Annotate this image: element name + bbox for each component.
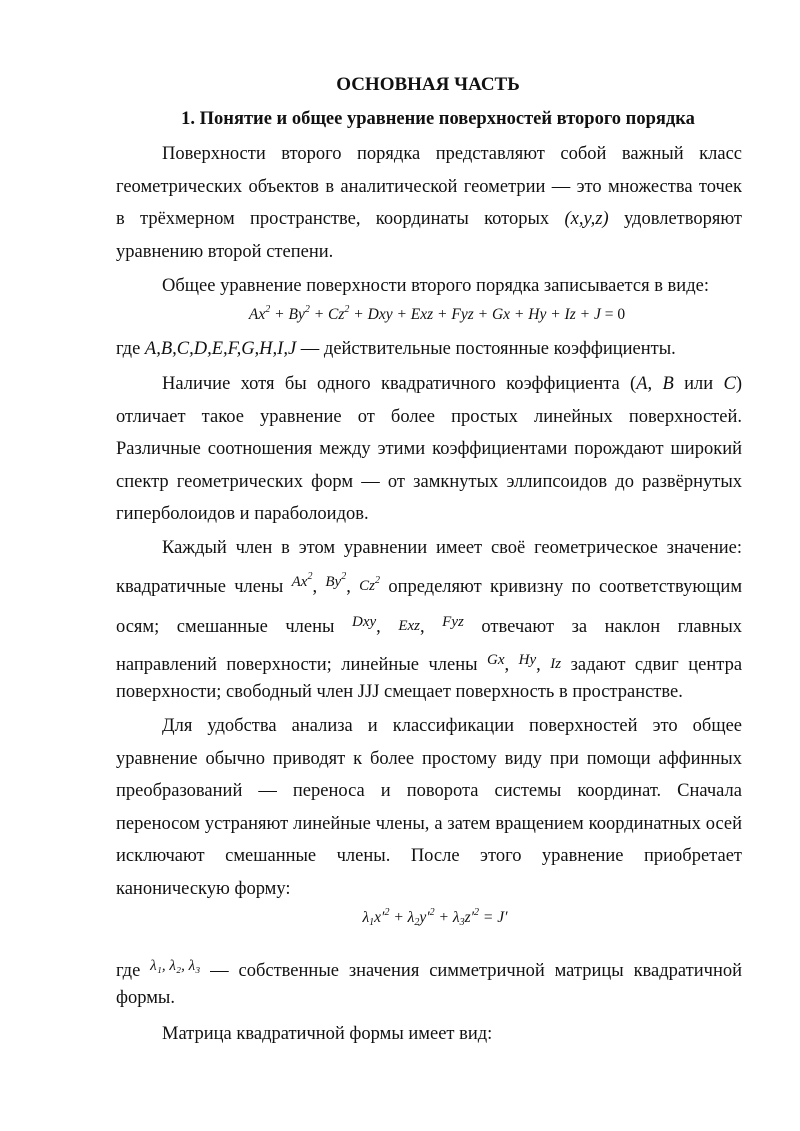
paragraph-quadratic-line2: отличает такое уравнение от более простых линейных поверхностей. <box>116 406 742 427</box>
page-title: ОСНОВНАЯ ЧАСТЬ <box>336 74 520 95</box>
paragraph-reduction-line4: переносом устраняют линейные члены, а затем вращением координатных осей <box>116 813 742 834</box>
paragraph-intro-line4: уравнению второй степени. <box>116 241 334 262</box>
paragraph-terms-line3: осям; смешанные члены Dxy, Exz, Fyz отвечают за наклон главных <box>116 614 743 637</box>
paragraph-reduction-line6: каноническую форму: <box>116 879 291 899</box>
paragraph-quadratic-line4: спектр геометрических форм — от замкнутых эллипсоидов до развёрнутых <box>116 471 742 492</box>
paragraph-intro-line1: Поверхности второго порядка представляют собой важный класс <box>162 144 742 164</box>
section-heading: 1. Понятие и общее уравнение поверхностей второго порядка <box>181 109 695 129</box>
paragraph-intro-line3: в трёхмерном пространстве, координаты которых (x,y,z) удовлетворяют <box>116 209 743 230</box>
paragraph-intro-line2: геометрических объектов в аналитической геометрии — это множества точек <box>116 176 742 197</box>
paragraph-terms-line1: Каждый член в этом уравнении имеет своё геометрическое значение: <box>162 538 742 558</box>
paragraph-general-form: Общее уравнение поверхности второго порядка записывается в виде: <box>162 276 709 296</box>
paragraph-reduction-line2: уравнение обычно приводят к более простому виду при помощи аффинных <box>116 748 742 769</box>
paragraph-eigenvalues-line2: формы. <box>116 988 175 1008</box>
paragraph-matrix-intro: Матрица квадратичной формы имеет вид: <box>162 1024 493 1044</box>
paragraph-terms-line5: поверхности; свободный член JJJ смещает поверхность в пространстве. <box>116 682 683 702</box>
formula-general-equation: $Ax^2 + By^2 + Cz^2$ + Dxy + Exz + Fyz + Gx + Hy + Iz + J = 0 <box>248 304 626 323</box>
paragraph-eigenvalues-line1: где λ₁, λ₂, λ₃ — собственные значения симметричной матрицы квадратичной <box>116 950 742 988</box>
paragraph-terms-line2: квадратичные члены Ax$^2$, By$^2$, Cz$^2$ определяют кривизну по соответствующим <box>116 571 743 597</box>
paragraph-quadratic-line3: Различные соотношения между этими коэффициентами порождают широкий <box>116 439 742 460</box>
formula-canonical-form: $\lambda_1x'^2 + \lambda_2y'^2 + \lambda_3z'^2 = J'$ <box>362 907 508 928</box>
eigenvalue-symbols: λ₁, λ₂, λ₃ <box>150 958 201 974</box>
coords-xyz: (x,y,z) <box>564 209 609 230</box>
paragraph-quadratic-line1: Наличие хотя бы одного квадратичного коэффициента (A, B или C) <box>162 374 742 394</box>
paragraph-reduction-line5: исключают смешанные члены. После этого уравнение приобретает <box>116 846 742 867</box>
paragraph-coefficients: где A,B,C,D,E,F,G,H,I,J — действительные постоянные коэффициенты. <box>116 339 676 359</box>
paragraph-terms-line4: направлений поверхности; линейные члены Gx, Hy, Iz задают сдвиг центра <box>116 652 743 675</box>
paragraph-reduction-line3: преобразований — переноса и поворота системы координат. Сначала <box>116 781 742 802</box>
paragraph-quadratic-line5: гиперболоидов и параболоидов. <box>116 504 369 525</box>
coefficient-list: A,B,C,D,E,F,G,H,I,J <box>144 339 297 359</box>
paragraph-reduction-line1: Для удобства анализа и классификации поверхностей это общее <box>162 716 742 736</box>
